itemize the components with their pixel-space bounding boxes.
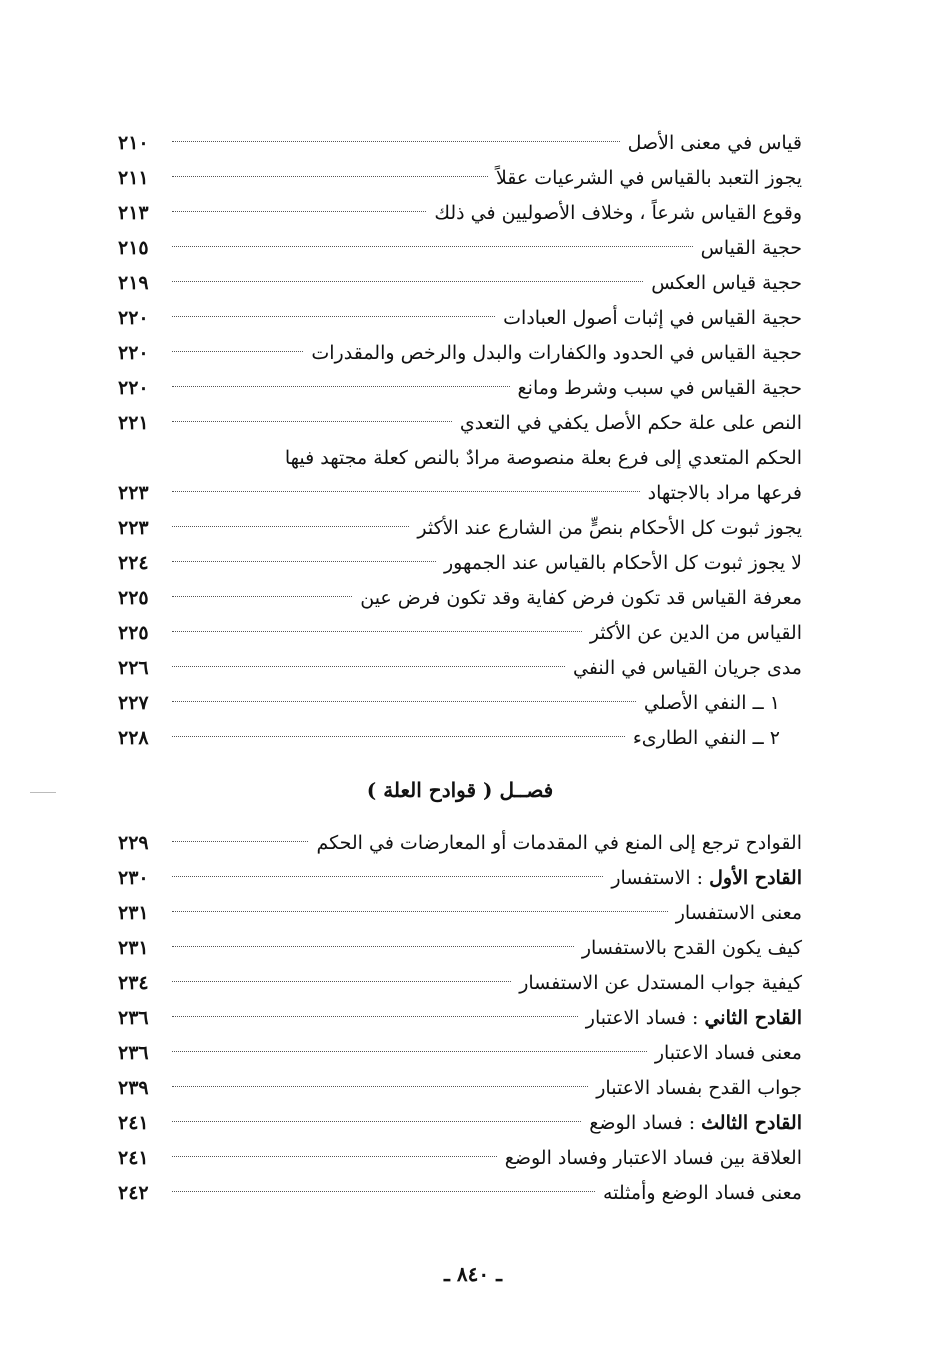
toc-entry-title: معنى الاستفسار	[675, 902, 802, 924]
toc-entry	[118, 1001, 802, 1036]
toc-entry-title: : فساد الاعتبار	[585, 1007, 705, 1029]
toc-entry-text	[586, 1001, 802, 1036]
dot-leader	[172, 491, 640, 492]
dot-leader	[172, 876, 603, 877]
toc-page-number: ٢٢٧	[118, 692, 149, 714]
toc-entry-text	[444, 546, 802, 581]
toc-entry	[118, 651, 802, 686]
toc-entry	[118, 511, 802, 546]
toc-entry-title: مدى جريان القياس في النفي	[572, 657, 802, 679]
toc-entry-text	[648, 476, 802, 511]
dot-leader	[172, 351, 303, 352]
toc-entry-text	[596, 1071, 802, 1106]
toc-entry-label: القادح الثالث	[701, 1112, 802, 1134]
dot-leader	[172, 141, 620, 142]
dot-leader	[172, 176, 488, 177]
toc-entry	[118, 966, 802, 1001]
toc-entry-title: يجوز ثبوت كل الأحكام بنصٍّ من الشارع عند الأكثر	[417, 517, 802, 539]
toc-list-b	[118, 476, 802, 756]
toc-page-number: ٢٣١	[118, 937, 149, 959]
toc-entry	[118, 931, 802, 966]
toc-page-number: ٢٣٩	[118, 1077, 149, 1099]
toc-page-number: ٢٢٨	[118, 727, 149, 749]
toc-entry-text	[505, 1141, 802, 1176]
dot-leader	[172, 946, 574, 947]
dot-leader	[172, 526, 409, 527]
margin-mark	[30, 792, 56, 793]
toc-entry-title: معرفة القياس قد تكون فرض كفاية وقد تكون فرض عين	[360, 587, 802, 609]
toc-entry-title: قياس في معنى الأصل	[627, 132, 802, 154]
toc-entry-text	[434, 196, 802, 231]
toc-page-number: ٢١٣	[118, 202, 149, 224]
toc-page-number: ٢١٠	[118, 132, 149, 154]
toc-page-number: ٢٢٥	[118, 587, 149, 609]
toc-entry-title: العلاقة بين فساد الاعتبار وفساد الوضع	[504, 1147, 802, 1169]
toc-entry-text: الحكم المتعدي إلى فرع بعلة منصوصة مرادٌ بالنص كعلة مجتهد فيها	[284, 447, 802, 469]
toc-page-number: ٢٣٦	[118, 1007, 149, 1029]
toc-list-a	[118, 126, 802, 441]
toc-entry-text	[633, 721, 802, 756]
toc-entry	[118, 861, 802, 896]
toc-entry-title: حجية القياس	[700, 237, 802, 259]
dot-leader	[172, 841, 308, 842]
dot-leader	[172, 911, 668, 912]
toc-entry	[118, 336, 802, 371]
toc-page-number: ٢٢١	[118, 412, 149, 434]
toc-page-number: ٢٢٩	[118, 832, 149, 854]
toc-entry-text	[582, 931, 802, 966]
toc-page-number: ٢٢٦	[118, 657, 149, 679]
toc-entry-label: القادح الثاني	[704, 1007, 802, 1029]
toc-entry	[118, 616, 802, 651]
dot-leader	[172, 1086, 588, 1087]
toc-entry-title: حجية القياس في سبب وشرط ومانع	[517, 377, 802, 399]
toc-entry-text	[573, 651, 802, 686]
toc-entry	[118, 406, 802, 441]
toc-entry	[118, 546, 802, 581]
toc-entry-text	[311, 336, 802, 371]
toc-list-c	[118, 826, 802, 1211]
toc-page-number: ٢١١	[118, 167, 149, 189]
toc-page-number: ٢٣١	[118, 902, 149, 924]
toc-page-number: ٢٤١	[118, 1147, 149, 1169]
dot-leader	[172, 1051, 647, 1052]
section-heading: فصــل ( قوادح العلة )	[366, 778, 554, 802]
toc-entry	[118, 826, 802, 861]
toc-page	[118, 126, 802, 1211]
toc-entry	[118, 1106, 802, 1141]
toc-entry-title: : الاستفسار	[611, 867, 710, 889]
toc-entry-title: فرعها مراد بالاجتهاد	[647, 482, 802, 504]
toc-entry	[118, 126, 802, 161]
toc-entry	[118, 721, 802, 756]
toc-entry-text	[611, 861, 802, 896]
dot-leader	[172, 1156, 497, 1157]
toc-entry-text	[496, 161, 802, 196]
toc-entry-text	[651, 266, 802, 301]
toc-entry-title: ٢ ــ النفي الطارىء	[632, 727, 780, 749]
toc-entry-text	[518, 371, 802, 406]
toc-entry-text	[360, 581, 802, 616]
toc-entry-title: حجية القياس في الحدود والكفارات والبدل والرخص والمقدرات	[311, 342, 802, 364]
toc-page-number: ٢٢٣	[118, 482, 149, 504]
toc-page-number: ٢٢٠	[118, 342, 149, 364]
toc-entry-title: وقوع القياس شرعاً ، وخلاف الأصوليين في ذلك	[434, 202, 802, 224]
dot-leader	[172, 701, 636, 702]
toc-entry-text	[628, 126, 802, 161]
dot-leader	[172, 246, 693, 247]
toc-page-number: ٢١٥	[118, 237, 149, 259]
dot-leader	[172, 211, 426, 212]
toc-entry	[118, 1176, 802, 1211]
toc-entry-title: القوادح ترجع إلى المنع في المقدمات أو المعارضات في الحكم	[316, 832, 802, 854]
dot-leader	[172, 981, 511, 982]
dot-leader	[172, 1121, 581, 1122]
toc-entry	[118, 686, 802, 721]
dot-leader	[172, 421, 452, 422]
toc-entry	[118, 371, 802, 406]
dot-leader	[172, 1016, 578, 1017]
dot-leader	[172, 561, 436, 562]
toc-entry-text	[644, 686, 802, 721]
toc-entry-title: معنى فساد الاعتبار	[654, 1042, 802, 1064]
toc-entry-text	[701, 231, 802, 266]
toc-entry-title: كيفية جواب المستدل عن الاستفسار	[519, 972, 802, 994]
toc-entry-text	[460, 406, 802, 441]
toc-entry-text	[676, 896, 802, 931]
toc-entry-title: حجية قياس العكس	[651, 272, 802, 294]
toc-page-number: ٢٣٦	[118, 1042, 149, 1064]
toc-entry-title: يجوز التعبد بالقياس في الشرعيات عقلاً	[495, 167, 802, 189]
toc-page-number: ٢٤١	[118, 1112, 149, 1134]
toc-entry-text	[503, 301, 802, 336]
dot-leader	[172, 736, 625, 737]
toc-page-number: ٢٤٢	[118, 1182, 149, 1204]
toc-entry	[118, 1071, 802, 1106]
toc-entry-title: : فساد الوضع	[589, 1112, 702, 1134]
toc-entry-text	[519, 966, 802, 1001]
toc-page-number: ٢١٩	[118, 272, 149, 294]
toc-page-number: ٢٢٤	[118, 552, 149, 574]
toc-entry	[118, 161, 802, 196]
toc-page-number: ٢٢٣	[118, 517, 149, 539]
toc-entry	[118, 266, 802, 301]
toc-entry-title: ١ ــ النفي الأصلي	[643, 692, 780, 714]
toc-entry-text	[603, 1176, 802, 1211]
toc-page-number: ٢٢٠	[118, 377, 149, 399]
toc-page-number: ٢٣٠	[118, 867, 149, 889]
toc-entry-title: كيف يكون القدح بالاستفسار	[581, 937, 802, 959]
dot-leader	[172, 386, 510, 387]
toc-entry-title: جواب القدح بفساد الاعتبار	[596, 1077, 802, 1099]
toc-entry	[118, 301, 802, 336]
toc-continuation-line	[118, 441, 802, 476]
toc-entry	[118, 231, 802, 266]
toc-entry-title: حجية القياس في إثبات أصول العبادات	[503, 307, 802, 329]
toc-page-number: ٢٣٤	[118, 972, 149, 994]
toc-entry-text	[316, 826, 802, 861]
toc-page-number: ٢٢٠	[118, 307, 149, 329]
dot-leader	[172, 1191, 595, 1192]
toc-entry-text	[589, 1106, 802, 1141]
toc-entry-text	[590, 616, 802, 651]
toc-entry	[118, 896, 802, 931]
toc-entry	[118, 581, 802, 616]
toc-entry-title: القياس من الدين عن الأكثر	[589, 622, 802, 644]
dot-leader	[172, 666, 565, 667]
dot-leader	[172, 316, 495, 317]
dot-leader	[172, 631, 582, 632]
toc-entry	[118, 196, 802, 231]
toc-entry-label: القادح الأول	[709, 867, 802, 889]
toc-entry-title: لا يجوز ثبوت كل الأحكام بالقياس عند الجمهور	[443, 552, 802, 574]
toc-entry	[118, 1036, 802, 1071]
toc-page-number: ٢٢٥	[118, 622, 149, 644]
toc-entry-title: معنى فساد الوضع وأمثلته	[602, 1182, 802, 1204]
dot-leader	[172, 281, 643, 282]
footer-page-number: ـ ٨٤٠ ـ	[444, 1262, 502, 1286]
toc-entry	[118, 476, 802, 511]
toc-entry-title: النص على علة حكم الأصل يكفي في التعدي	[459, 412, 802, 434]
toc-entry-text	[655, 1036, 802, 1071]
toc-entry	[118, 1141, 802, 1176]
toc-entry-text	[417, 511, 802, 546]
dot-leader	[172, 596, 352, 597]
